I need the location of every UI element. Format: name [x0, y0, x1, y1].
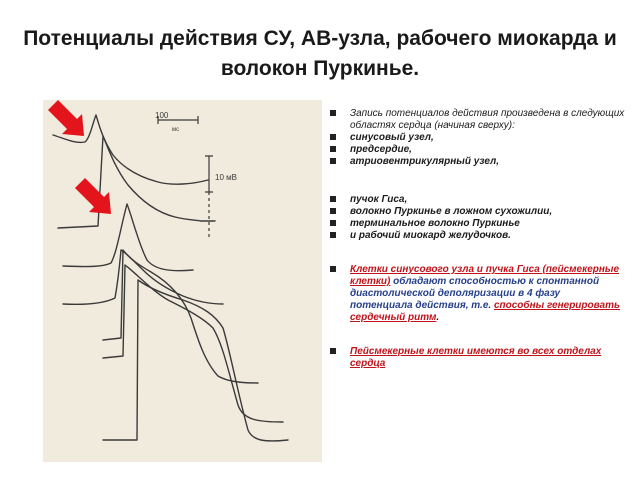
bullet-square-icon	[330, 232, 336, 238]
bullet-square-icon	[330, 208, 336, 214]
bullet-square-icon	[330, 266, 336, 272]
list-item: предсердие,	[330, 144, 625, 156]
trace-his-bundle	[63, 250, 223, 304]
trace-purkinje-terminal	[103, 265, 283, 422]
pacemaker-note: Пейсмекерные клетки имеются во всех отделах сердца	[330, 346, 625, 370]
bullet-square-icon	[330, 134, 336, 140]
voltage-scale-bar	[205, 156, 213, 192]
list-item: волокно Пуркинье в ложном сухожилии,	[330, 206, 625, 218]
bullet-square-icon	[330, 348, 336, 354]
action-potential-traces	[43, 100, 322, 462]
list-item: атриовентрикулярный узел,	[330, 156, 625, 168]
bullet-square-icon	[330, 196, 336, 202]
bullet-square-icon	[330, 220, 336, 226]
red-arrow-av-icon	[75, 178, 111, 214]
list-item: Запись потенциалов действия произведена в следующих областях сердца (начиная сверху):	[330, 108, 625, 132]
time-scale-value: 100	[155, 111, 169, 120]
pacemaker-paragraph: Клетки синусового узла и пучка Гиса (пейсмекерные клетки) обладают способностью к спонтанной диастолической деполяризации в 4 фазу потенциала действия, т.е. способны генерировать сердечный ритм.	[330, 264, 625, 324]
trace-av-node	[63, 204, 193, 271]
voltage-scale-label: 10 мВ	[215, 173, 237, 182]
description-text	[330, 108, 625, 370]
bullet-square-icon	[330, 110, 336, 116]
red-arrow-sinus-icon	[48, 100, 84, 136]
list-item: и рабочий миокард желудочков.	[330, 230, 625, 242]
list-item: пучок Гиса,	[330, 194, 625, 206]
trace-ventricular-myocardium	[103, 280, 288, 441]
slide-title: Потенциалы действия СУ, АВ-узла, рабочего миокарда и волокон Пуркинье.	[23, 27, 617, 80]
list-item: синусовый узел,	[330, 132, 625, 144]
bullet-square-icon	[330, 146, 336, 152]
bullet-square-icon	[330, 158, 336, 164]
time-scale-unit: мс	[172, 127, 180, 133]
action-potential-figure	[43, 100, 322, 462]
list-item: терминальное волокно Пуркинье	[330, 218, 625, 230]
